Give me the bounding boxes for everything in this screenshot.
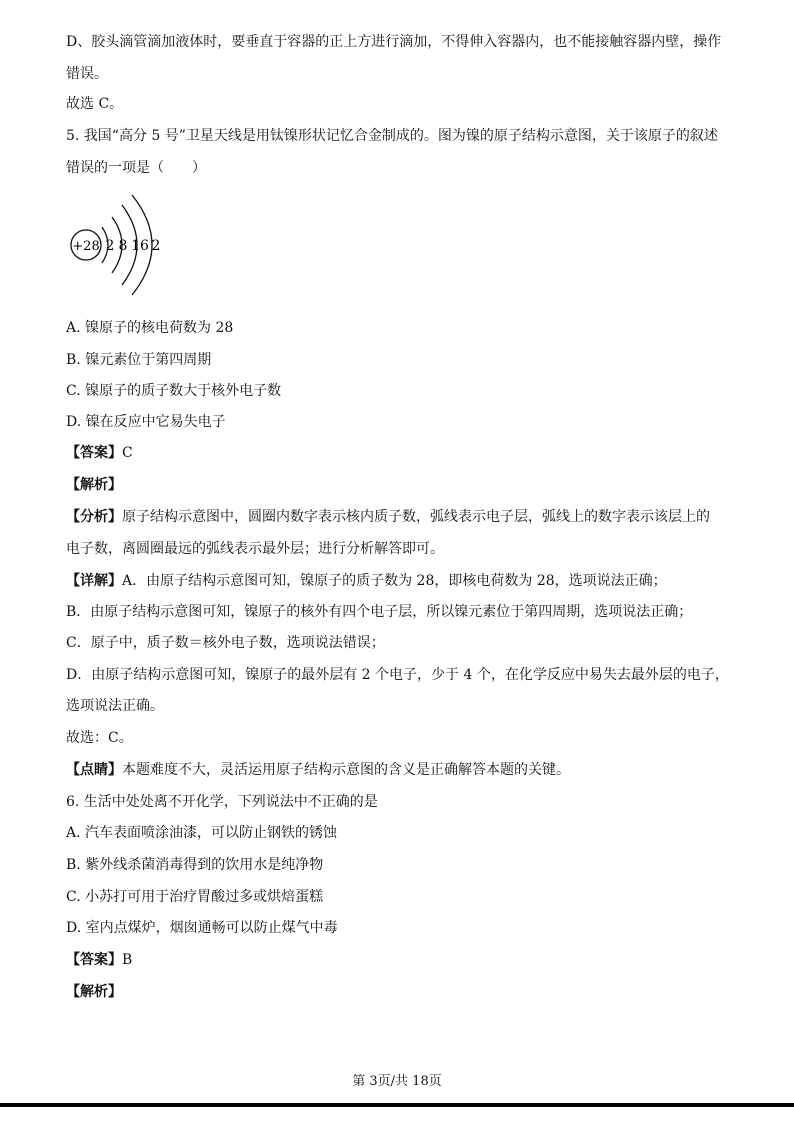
xiangjie-text-a: A．由原子结构示意图可知，镍原子的质子数为 28，即核电荷数为 28，选项说法正确；: [122, 573, 667, 589]
xiangjie-text-b: B．由原子结构示意图可知，镍原子的核外有四个电子层，所以镍元素位于第四周期，选项说法正确；: [66, 604, 693, 620]
option-a: A. 镍原子的核电荷数为 28: [66, 320, 234, 336]
shell-electrons-3: 16: [131, 238, 149, 254]
fenxi-tag: 【分析】: [66, 509, 122, 525]
xiangjie-tag: 【详解】: [66, 573, 122, 589]
dianjing-line: [66, 762, 570, 778]
question-5-stem-cont: 错误的一项是（ ）: [66, 160, 206, 176]
xiangjie-line: [66, 573, 667, 589]
nickel-atom-structure-diagram: [66, 190, 196, 305]
answer-tag: 【答案】: [66, 445, 122, 461]
text-line: 错误。: [66, 66, 108, 82]
analysis-tag: 【解析】: [66, 477, 122, 493]
text-line: 故选 C。: [66, 96, 124, 112]
shell-electrons-1: 2: [105, 238, 115, 254]
xiangjie-text-d-cont: 选项说法正确。: [66, 698, 164, 714]
option-b: B. 紫外线杀菌消毒得到的饮用水是纯净物: [66, 857, 324, 873]
option-b: B. 镍元素位于第四周期: [66, 352, 212, 368]
answer-line: [66, 445, 133, 461]
xiangjie-text-c: C．原子中，质子数＝核外电子数，选项说法错误；: [66, 635, 385, 651]
bottom-divider: [0, 1103, 794, 1107]
analysis-heading: [66, 477, 122, 493]
question-5-stem: 5. 我国“高分 5 号”卫星天线是用钛镍形状记忆合金制成的。图为镍的原子结构示意图，关于该原子的叙述: [66, 128, 718, 144]
answer-line: [66, 952, 132, 968]
dianjing-tag: 【点睛】: [66, 762, 122, 778]
fenxi-line: [66, 509, 710, 525]
answer-tag: 【答案】: [66, 952, 122, 968]
xiangjie-text-d: D．由原子结构示意图可知，镍原子的最外层有 2 个电子，少于 4 个，在化学反应中易失去最外层的电子，: [66, 667, 729, 683]
nucleus-label: +28: [72, 239, 100, 254]
option-c: C. 小苏打可用于治疗胃酸过多或烘焙蛋糕: [66, 889, 324, 905]
option-a: A. 汽车表面喷涂油漆，可以防止钢铁的锈蚀: [66, 825, 338, 841]
text-line: D、胶头滴管滴加液体时，要垂直于容器的正上方进行滴加，不得伸入容器内，也不能接触容器内壁，操作: [66, 34, 722, 50]
option-d: D. 室内点煤炉，烟囱通畅可以防止煤气中毒: [66, 920, 338, 936]
option-d: D. 镍在反应中它易失电子: [66, 414, 226, 430]
shell-electrons-2: 8: [118, 238, 128, 254]
analysis-tag: 【解析】: [66, 984, 122, 1000]
guxuan-line: 故选：C。: [66, 730, 133, 746]
analysis-heading: [66, 984, 122, 1000]
answer-value: C: [122, 445, 133, 461]
answer-value: B: [122, 952, 133, 968]
dianjing-text: 本题难度不大，灵活运用原子结构示意图的含义是正确解答本题的关键。: [122, 762, 570, 778]
fenxi-text: 原子结构示意图中，圆圈内数字表示核内质子数，弧线表示电子层，弧线上的数字表示该层上的: [122, 509, 710, 525]
fenxi-line-cont: 电子数，离圆圈最远的弧线表示最外层；进行分析解答即可。: [66, 541, 444, 557]
question-6-stem: 6. 生活中处处离不开化学，下列说法中不正确的是: [66, 794, 378, 810]
shell-electrons-4: 2: [151, 238, 161, 254]
option-c: C. 镍原子的质子数大于核外电子数: [66, 383, 282, 399]
page-number: 第 3页/共 18页: [352, 1074, 442, 1089]
